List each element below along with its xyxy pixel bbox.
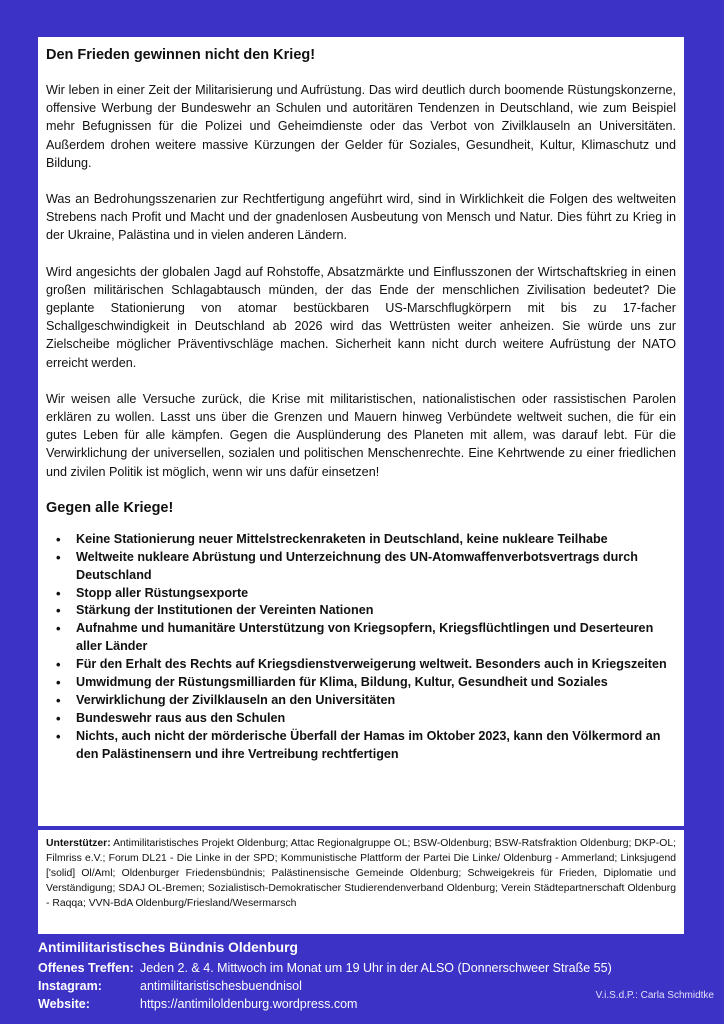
paragraph-allies: Wir weisen alle Versuche zurück, die Krise mit militaristischen, nationalistischen oder rassistischen Parolen erklären zu wollen. Lasst uns über die Grenzen und Mauern hinweg Verbündete weltweit suchen, die für ein gutes Leben für alle kämpfen. Gegen die Ausplünderung des Planeten mit allem, was darauf lebt. Für die Verwirklichung der universellen, sozialen und politischen Menschenrechte. Eine Kehrtwende zu einer friedlichen und zivilen Politik ist möglich, wenn wir uns dafür einsetzen! [46, 391, 676, 479]
paragraph-economic-war: Wird angesichts der globalen Jagd auf Rohstoffe, Absatzmärkte und Einflusszonen der Wirtschaftskrieg in einen großen militärischen Schlagabtausch münden, der das Ende der menschlichen Zivilisation bedeutet? Die geplante Stationierung von atomar bestückbaren US-Marschflugkörpern mit bis zu 17-facher Schallgeschwindigkeit in Deutschland ab 2026 wird das Wettrüsten weiter anheizen. Sie würde uns zur Zielscheibe möglicher Präventivschläge machen. Sicherheit kann nicht durch weitere Aufrüstung der NATO erreicht werden. [46, 264, 676, 370]
list-item: • Bundeswehr raus aus den Schulen [66, 710, 676, 728]
supporters-label: Unterstützer: [46, 838, 111, 849]
demands-heading: Gegen alle Kriege! [46, 499, 174, 516]
list-item: • Nichts, auch nicht der mörderische Überfall der Hamas im Oktober 2023, kann den Völkermord an den Palästinensern und ihre Vertreibung rechtfertigen [66, 728, 676, 764]
instagram-handle[interactable]: antimilitaristischesbuendnisol [140, 979, 302, 993]
website-link[interactable]: https://antimiloldenburg.wordpress.com [140, 997, 358, 1011]
meeting-label: Offenes Treffen: [38, 961, 134, 975]
list-item: • Für den Erhalt des Rechts auf Kriegsdienstverweigerung weltweit. Besonders auch in Kriegszeiten [66, 656, 676, 674]
meeting-row [38, 959, 684, 977]
paragraph-threat-scenarios: Was an Bedrohungsszenarien zur Rechtfertigung angeführt wird, sind in Wirklichkeit die Folgen des weltweiten Strebens nach Profit und Macht und der gnadenlosen Ausbeutung von Mensch und Natur. Dies führt zu Krieg in der Ukraine, Palästina und in vielen anderen Ländern. [46, 192, 676, 243]
supporters-text [46, 836, 676, 911]
instagram-label: Instagram: [38, 979, 102, 993]
main-text-card [38, 37, 684, 826]
list-item: • Keine Stationierung neuer Mittelstreckenraketen in Deutschland, keine nukleare Teilhabe [66, 531, 676, 549]
list-item: • Verwirklichung der Zivilklauseln an den Universitäten [66, 692, 676, 710]
meeting-value: Jeden 2. & 4. Mittwoch im Monat um 19 Uhr in der ALSO (Donnerschweer Straße 55) [140, 961, 612, 975]
imprint: V.i.S.d.P.: Carla Schmidtke [595, 990, 714, 1001]
footer [38, 938, 684, 1013]
organization-name: Antimilitaristisches Bündnis Oldenburg [38, 940, 298, 955]
instagram-row [38, 977, 684, 995]
supporters-list: Antimilitaristisches Projekt Oldenburg; Attac Regionalgruppe OL; BSW-Oldenburg; BSW-Ratsfraktion Oldenburg; DKP-OL; Filmriss e.V.; Forum DL21 - Die Linke in der SPD; Kommunistische Plattform der Partei Die Linke/ Oldenburg - Ammerland; Linksjugend ['solid] Ol/Aml; Oldenburger Friedensbündnis; Palästinensische Gemeinde Oldenburg; Schweigekreis für Frieden, Diplomatie und Verständigung; SDAJ OL-Bremen; Sozialistisch-Demokratischer Studierendenverband Oldenburg; Verein Städtepartnerschaft Oldenburg - Raqqa; VVN-BdA Oldenburg/Friesland/Wesermarsch [46, 838, 676, 909]
main-title: Den Frieden gewinnen nicht den Krieg! [46, 47, 316, 63]
supporters-card [38, 830, 684, 934]
list-item: • Umwidmung der Rüstungsmilliarden für Klima, Bildung, Kultur, Gesundheit und Soziales [66, 674, 676, 692]
list-item: • Weltweite nukleare Abrüstung und Unterzeichnung des UN-Atomwaffenverbotsvertrags durch Deutschland [66, 549, 676, 585]
list-item: • Aufnahme und humanitäre Unterstützung von Kriegsopfern, Kriegsflüchtlingen und Deserteuren aller Länder [66, 620, 676, 656]
website-row [38, 995, 684, 1013]
list-item: • Stärkung der Institutionen der Vereinten Nationen [66, 602, 676, 620]
website-label: Website: [38, 997, 90, 1011]
demands-list [46, 531, 676, 764]
paragraph-militarization: Wir leben in einer Zeit der Militarisierung und Aufrüstung. Das wird deutlich durch boomende Rüstungskonzerne, offensive Werbung der Bundeswehr an Schulen und autoritären Tendenzen in Deutschland, wie zum Beispiel mehr Befugnissen für die Polizei und Geheimdienste oder das Verbot von Zivilklauseln an Universitäten. Außerdem drohen weitere massive Kürzungen der Gelder für Soziales, Gesundheit, Kultur, Klimaschutz und Bildung. [46, 83, 676, 170]
list-item: • Stopp aller Rüstungsexporte [66, 585, 676, 603]
